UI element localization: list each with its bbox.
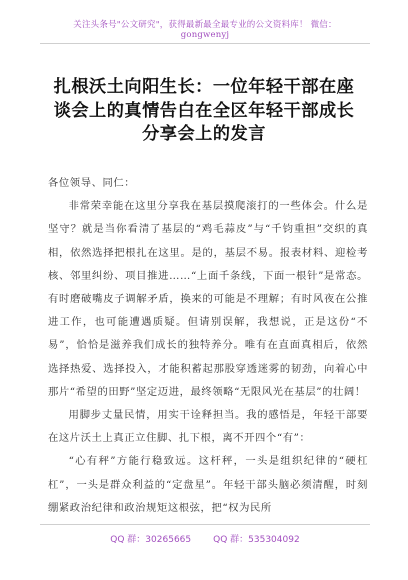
header-banner: 关注头条号"公文研究"，获得最新最全最专业的公文资料库！ 微信：gongwenyj [73,20,337,40]
header-divider [40,43,370,44]
document-title: 扎根沃土向阳生长：一位年轻干部在座谈会上的真情告白在全区年轻干部成长分享会上的发言 [53,77,355,144]
footer [40,532,370,545]
paragraph-3: “心有秤”方能行稳致远。这杆秤，一头是组织纪律的“硬杠杠”，一头是群众利益的“定盘星”。年轻干部头脑必须清醒，时刻绷紧政治纪律和政治规矩这根弦，把“权为民所 [48,455,368,514]
footer-qq-group-1: QQ 群：30265665 [110,535,192,545]
paragraph-1: 非常荣幸能在这里分享我在基层摸爬滚打的一些体会。什么是坚守？就是当你看清了基层的“鸡毛蒜皮”与“千钧重担”交织的真相，依然选择把根扎在这里。是的，基层不易。报表材料、迎检考核、邻里纠纷、项目推进……“上面千条线，下面一根针”是常态。有时磨破嘴皮子调解矛盾，换来的可能是不理解；有时风夜在公推进工作，也可能遭遇质疑。但请别误解，我想说，正是这份“不易”，恰恰是滋养我们成长的独特养分。唯有在直面真相后，依然选择热爱、选择投入，才能积蓄起那股穿透迷雾的韧劲，向着心中那片“希望的田野”坚定迈进，最终领略“无限风光在基层”的壮阔！ [48,200,368,398]
paragraph-2: 用脚步丈量民情，用实干诠释担当。我的感悟是，年轻干部要在这片沃土上真正立住脚、扎下根，离不开四个“有”： [48,409,368,445]
footer-divider [40,524,370,525]
document-body [48,172,368,520]
footer-qq-group-2: QQ 群：535304092 [213,535,300,545]
salutation: 各位领导、同仁： [48,177,136,189]
